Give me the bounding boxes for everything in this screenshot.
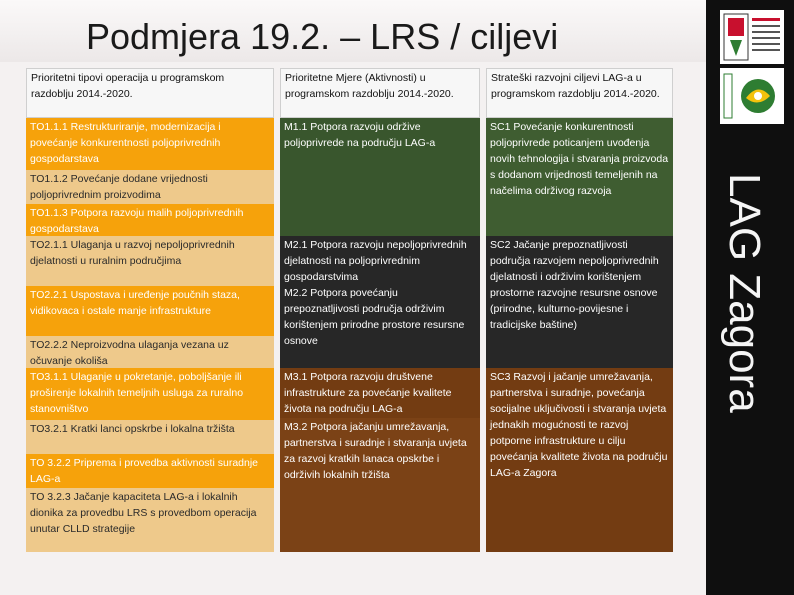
page-title: Podmjera 19.2. – LRS / ciljevi bbox=[86, 16, 559, 57]
list-item-m21: M2.1 Potpora razvoju nepoljoprivrednih djelatnosti na poljoprivrednim gospodarstvima bbox=[280, 236, 480, 284]
list-item-to111: TO1.1.1 Restrukturiranje, modernizacija i povećanje konkurentnosti poljoprivrednih gospodarstava bbox=[26, 118, 274, 170]
list-item-to322: TO 3.2.2 Priprema i provedba aktivnosti suradnje LAG-a bbox=[26, 454, 274, 488]
list-item-m22: M2.2 Potpora povećanju prepoznatljivosti područja održivim korištenjem prirodne prostore resursne osnove bbox=[280, 284, 480, 368]
lag-zagora-logo bbox=[720, 10, 784, 64]
list-item-to323: TO 3.2.3 Jačanje kapaciteta LAG-a i lokalnih dionika za provedbu LRS s provedbom operacija unutar CLLD strategije bbox=[26, 488, 274, 552]
list-item-to222: TO2.2.2 Neproizvodna ulaganja vezana uz očuvanje okoliša bbox=[26, 336, 274, 368]
list-item-to321: TO3.2.1 Kratki lanci opskrbe i lokalna tržišta bbox=[26, 420, 274, 454]
list-item-to211: TO2.1.1 Ulaganja u razvoj nepoljoprivrednih djelatnosti u ruralnim područjima bbox=[26, 236, 274, 286]
list-item-sc1: SC1 Povećanje konkurentnosti poljoprivrede poticanjem uvođenja novih tehnologija i stvaranja proizvoda s dodanom vrijednosti temeljenih na načelima održivog razvoja bbox=[486, 118, 673, 236]
list-item-m32: M3.2 Potpora jačanju umrežavanja, partnerstva i suradnje i stvaranja uvjeta za razvoj kratkih lanaca opskrbe i održivih lokalnih tržišta bbox=[280, 418, 480, 552]
header-col2: Prioritetne Mjere (Aktivnosti) u programskom razdoblju 2014.-2020. bbox=[280, 68, 480, 118]
leader-logo bbox=[720, 68, 784, 124]
list-item-m11: M1.1 Potpora razvoju održive poljoprivrede na području LAG-a bbox=[280, 118, 480, 236]
list-item-to311: TO3.1.1 Ulaganje u pokretanje, poboljšanje ili proširenje lokalnih temeljnih usluga za ruralno stanovništvo bbox=[26, 368, 274, 420]
list-item-to113: TO1.1.3 Potpora razvoju malih poljoprivrednih gospodarstava bbox=[26, 204, 274, 236]
list-item-to112: TO1.1.2 Povećanje dodane vrijednosti poljoprivrednim proizvodima bbox=[26, 170, 274, 204]
header-col3: Strateški razvojni ciljevi LAG-a u programskom razdoblju 2014.-2020. bbox=[486, 68, 673, 118]
list-item-m31: M3.1 Potpora razvoju društvene infrastrukture za povećanje kvalitete života na području LAG-a bbox=[280, 368, 480, 418]
side-title: LAG Zagora bbox=[720, 173, 769, 413]
list-item-to221: TO2.2.1 Uspostava i uređenje poučnih staza, vidikovaca i ostale manje infrastrukture bbox=[26, 286, 274, 336]
list-item-sc3: SC3 Razvoj i jačanje umrežavanja, partnerstva i suradnje, povećanja socijalne uključivosti i stvaranja uvjeta jednakih mogućnosti te razvoj potporne infrastrukture u cilju povećanja kvalitete života na području LAG-a Zagora bbox=[486, 368, 673, 552]
header-col1: Prioritetni tipovi operacija u programskom razdoblju 2014.-2020. bbox=[26, 68, 274, 118]
list-item-sc2: SC2 Jačanje prepoznatljivosti područja razvojem nepoljoprivrednih djelatnosti i održivim korištenjem prostorne razvojne resursne osnove (prirodne, kulturno-povijesne i tradicijske baštine) bbox=[486, 236, 673, 368]
